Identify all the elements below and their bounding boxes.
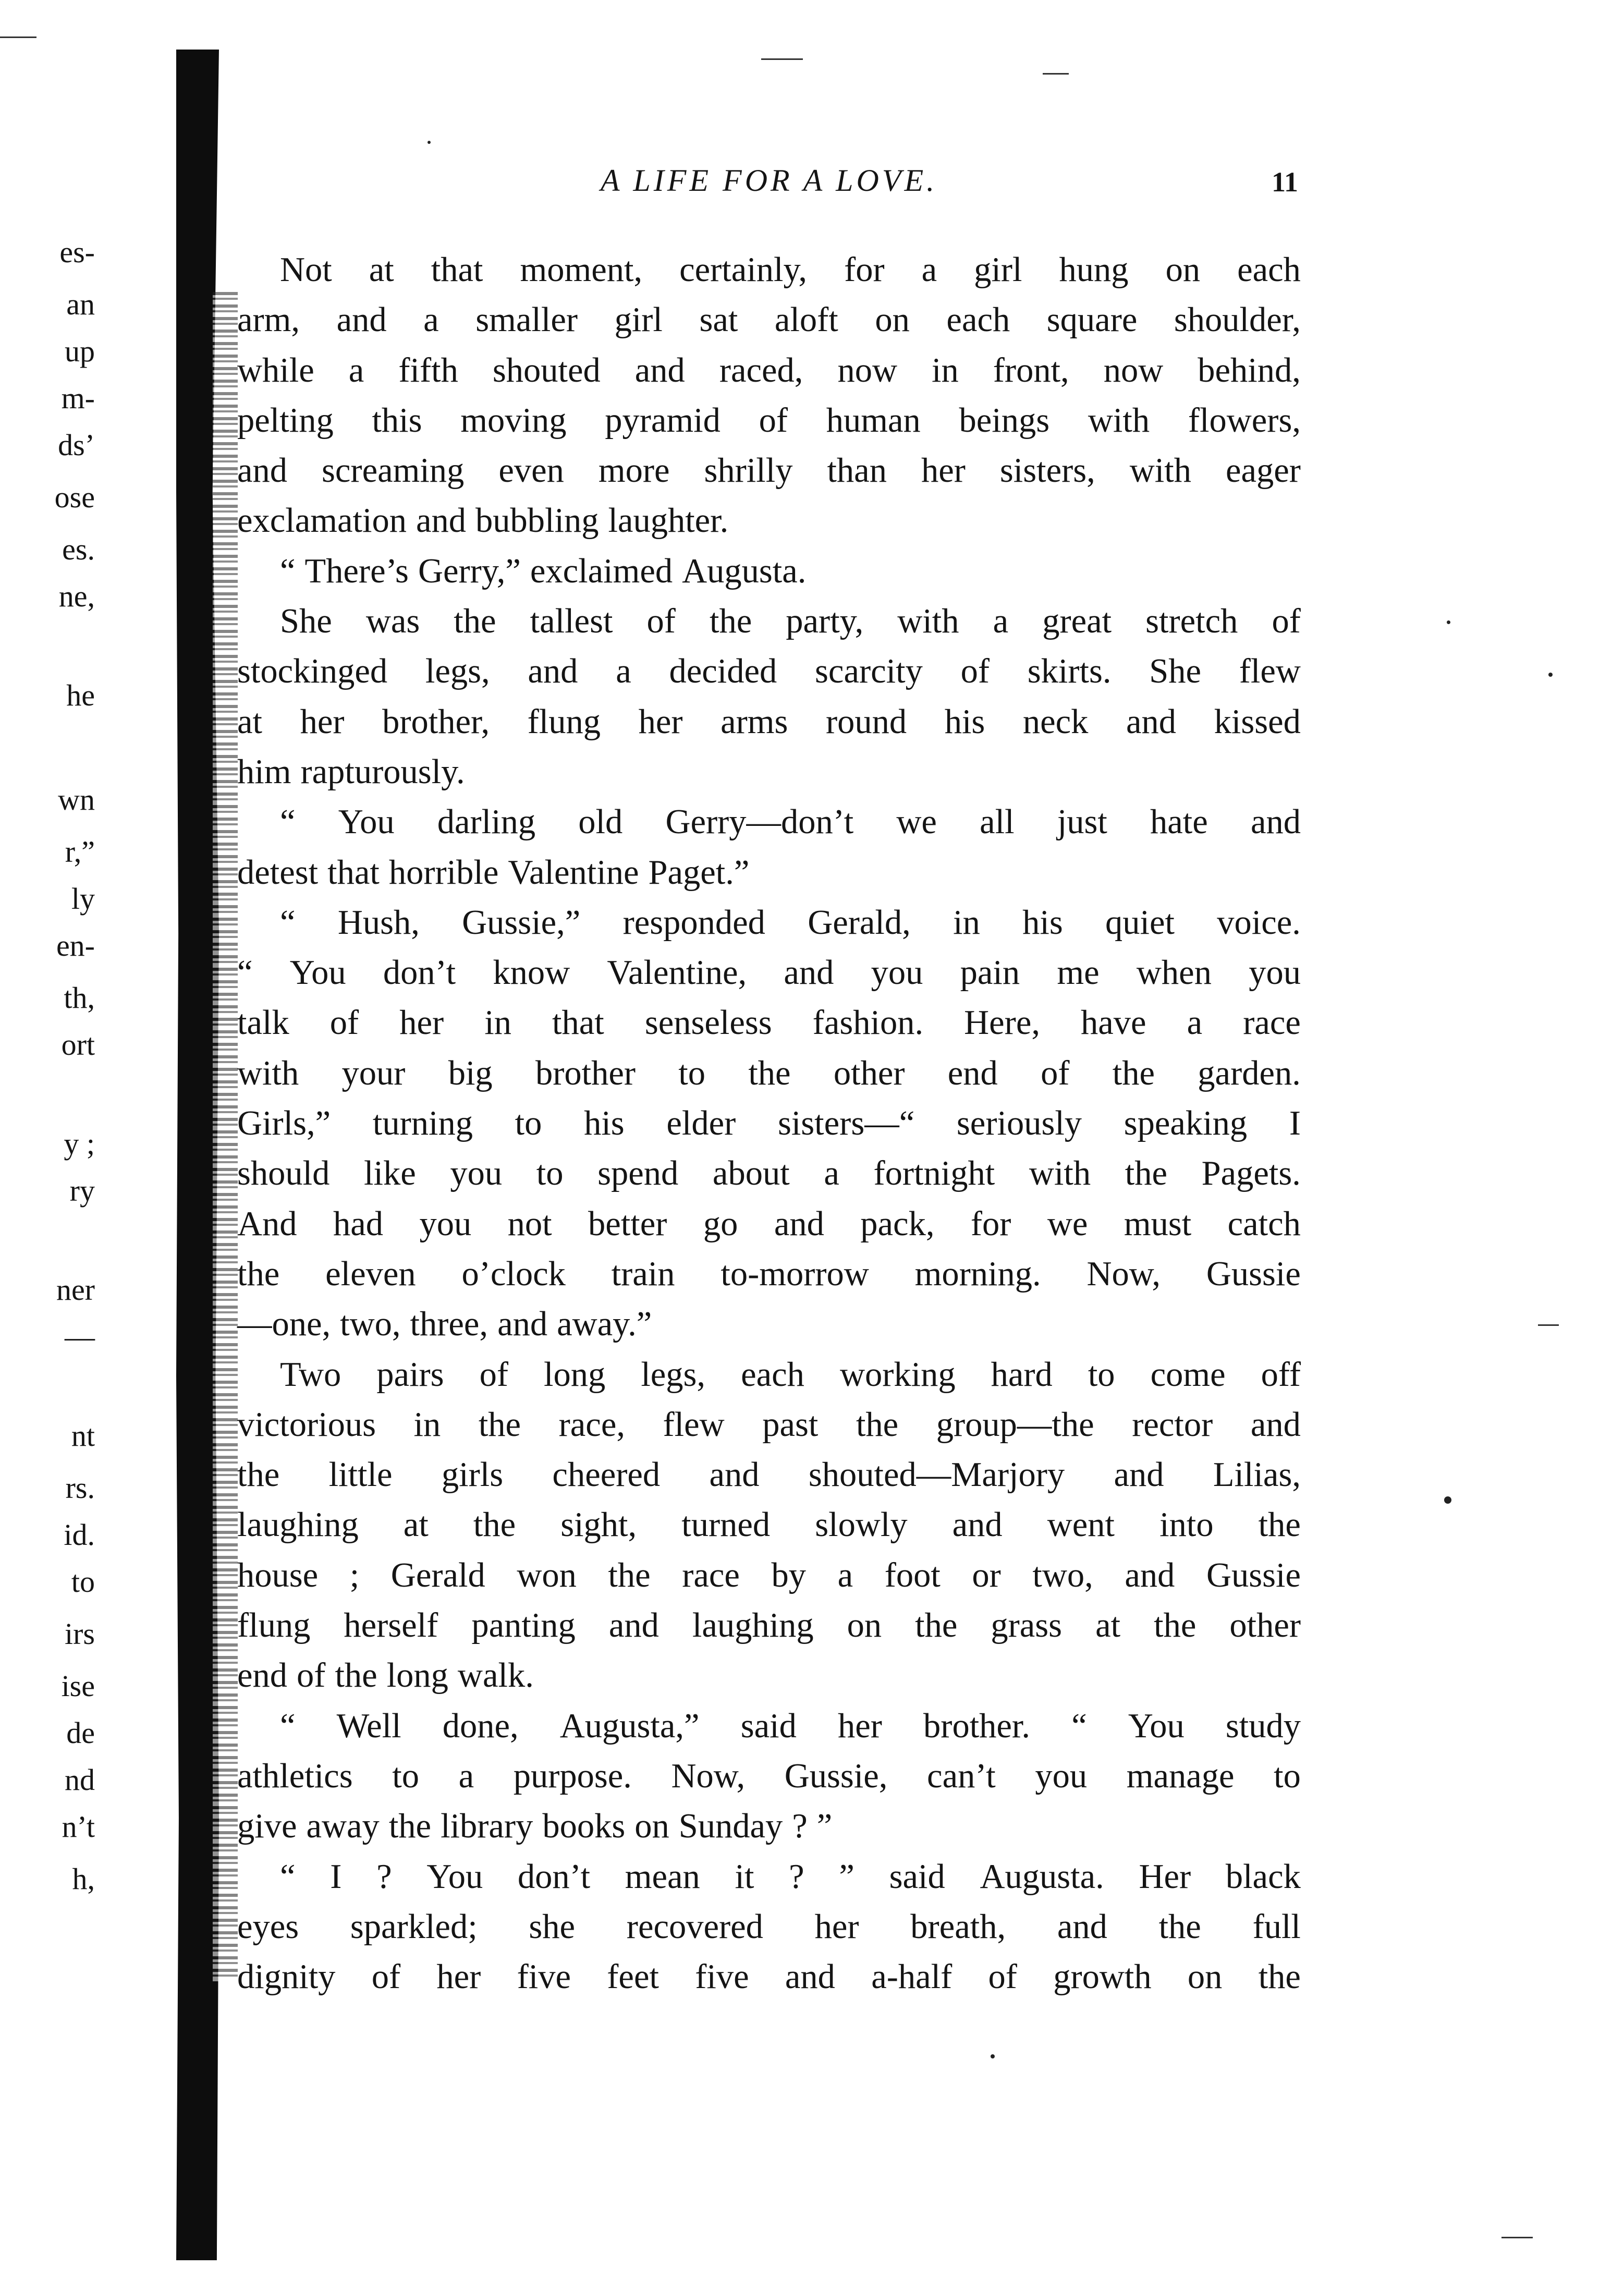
text-line: the little girls cheered and shouted—Marjory and Lilias, [237, 1456, 1301, 1494]
scan-speck [1447, 620, 1450, 624]
facing-page-fragment: es. [62, 532, 95, 566]
text-line: And had you not better go and pack, for we must catch [237, 1204, 1301, 1243]
text-line: the eleven o’clock train to-morrow morning. Now, Gussie [237, 1254, 1301, 1293]
facing-page-fragment: ose [54, 480, 95, 514]
text-line: “ You don’t know Valentine, and you pain me when you [237, 954, 1301, 992]
text-line: Girls,” turning to his elder sisters—“ seriously speaking I [237, 1104, 1301, 1143]
text-line: “ You darling old Gerry—don’t we all just hate and [280, 803, 1301, 842]
facing-page-fragment: es- [59, 235, 95, 269]
facing-page-fragment: m- [61, 381, 95, 415]
text-line: She was the tallest of the party, with a great stretch of [280, 602, 1301, 641]
facing-page-fragment: ly [71, 882, 95, 916]
binding-edge-texture [213, 292, 238, 1981]
scan-mark [1501, 2237, 1533, 2238]
text-line: arm, and a smaller girl sat aloft on each square shoulder, [237, 301, 1301, 339]
scan-mark [761, 58, 803, 60]
text-line: “ I ? You don’t mean it ? ” said Augusta. Her black [280, 1857, 1301, 1896]
facing-page-fragment: ner [56, 1273, 95, 1307]
scan-speck [991, 2054, 995, 2058]
text-line: —one, two, three, and away.” [237, 1305, 652, 1344]
facing-page-fragment: h, [72, 1862, 95, 1896]
text-line: athletics to a purpose. Now, Gussie, can’t you manage to [237, 1757, 1301, 1795]
text-line: at her brother, flung her arms round his neck and kissed [237, 702, 1301, 741]
scan-speck [1444, 1496, 1451, 1504]
text-line: and screaming even more shrilly than her sisters, with eager [237, 452, 1301, 490]
facing-page-fragment: y ; [64, 1127, 95, 1161]
facing-page-fragment: ds’ [58, 428, 95, 462]
facing-page-fragment: — [65, 1320, 95, 1354]
page-number: 11 [1271, 166, 1298, 198]
facing-page-fragment: irs [65, 1617, 95, 1651]
facing-page-fragment: rs. [65, 1471, 95, 1505]
text-line: “ There’s Gerry,” exclaimed Augusta. [280, 552, 807, 590]
text-line: end of the long walk. [237, 1656, 534, 1695]
text-line: eyes sparkled; she recovered her breath, and the full [237, 1907, 1301, 1946]
facing-page-fragment: wn [58, 783, 95, 817]
running-header [240, 156, 1298, 203]
facing-page-fragment: ne, [58, 579, 95, 613]
text-line: with your big brother to the other end of the garden. [237, 1054, 1301, 1092]
facing-page-fragment: n’t [62, 1810, 95, 1844]
text-line: him rapturously. [237, 752, 465, 791]
text-line: Two pairs of long legs, each working hard to come off [280, 1355, 1301, 1394]
text-line: exclamation and bubbling laughter. [237, 502, 729, 540]
page-body [237, 245, 1301, 2002]
text-line: stockinged legs, and a decided scarcity of skirts. She flew [237, 652, 1301, 691]
text-line: pelting this moving pyramid of human beings with flowers, [237, 401, 1301, 440]
text-line: “ Well done, Augusta,” said her brother. “ You study [280, 1707, 1301, 1745]
text-line: Not at that moment, certainly, for a girl hung on each [280, 251, 1301, 289]
scan-speck [1548, 673, 1553, 677]
facing-page-fragment: nt [71, 1419, 95, 1453]
facing-page-fragment: an [66, 287, 95, 321]
facing-page-fragment: he [66, 678, 95, 712]
text-line: give away the library books on Sunday ? ” [237, 1807, 833, 1846]
text-line: laughing at the sight, turned slowly and went into the [237, 1506, 1301, 1544]
facing-page-fragment: ry [69, 1174, 95, 1208]
facing-page-fragment: to [71, 1565, 95, 1599]
facing-page-fragment: up [65, 334, 95, 368]
scan-speck [428, 141, 431, 144]
facing-page-fragment: ort [61, 1028, 95, 1062]
scan-mark [1043, 73, 1069, 75]
running-title: A LIFE FOR A LOVE. [600, 163, 938, 198]
facing-page-fragment: ise [61, 1669, 95, 1703]
text-line: dignity of her five feet five and a-half of growth on the [237, 1958, 1301, 1996]
facing-page-bleed [0, 0, 104, 2291]
text-line: “ Hush, Gussie,” responded Gerald, in his quiet voice. [280, 903, 1301, 942]
text-line: victorious in the race, flew past the group—the rector and [237, 1405, 1301, 1444]
text-line: flung herself panting and laughing on the grass at the other [237, 1606, 1301, 1645]
text-line: house ; Gerald won the race by a foot or two, and Gussie [237, 1556, 1301, 1594]
text-line: while a fifth shouted and raced, now in front, now behind, [237, 351, 1301, 389]
facing-page-fragment: nd [65, 1763, 95, 1797]
facing-page-fragment: de [66, 1716, 95, 1750]
text-line: should like you to spend about a fortnight with the Pagets. [237, 1154, 1301, 1193]
text-line: detest that horrible Valentine Paget.” [237, 853, 750, 892]
scan-mark [1538, 1324, 1559, 1326]
facing-page-fragment: r,” [65, 835, 95, 869]
facing-page-fragment: id. [64, 1518, 95, 1552]
facing-page-fragment: th, [64, 981, 95, 1015]
facing-page-fragment: en- [56, 929, 95, 962]
scan-mark [0, 36, 36, 38]
text-line: talk of her in that senseless fashion. Here, have a race [237, 1004, 1301, 1042]
